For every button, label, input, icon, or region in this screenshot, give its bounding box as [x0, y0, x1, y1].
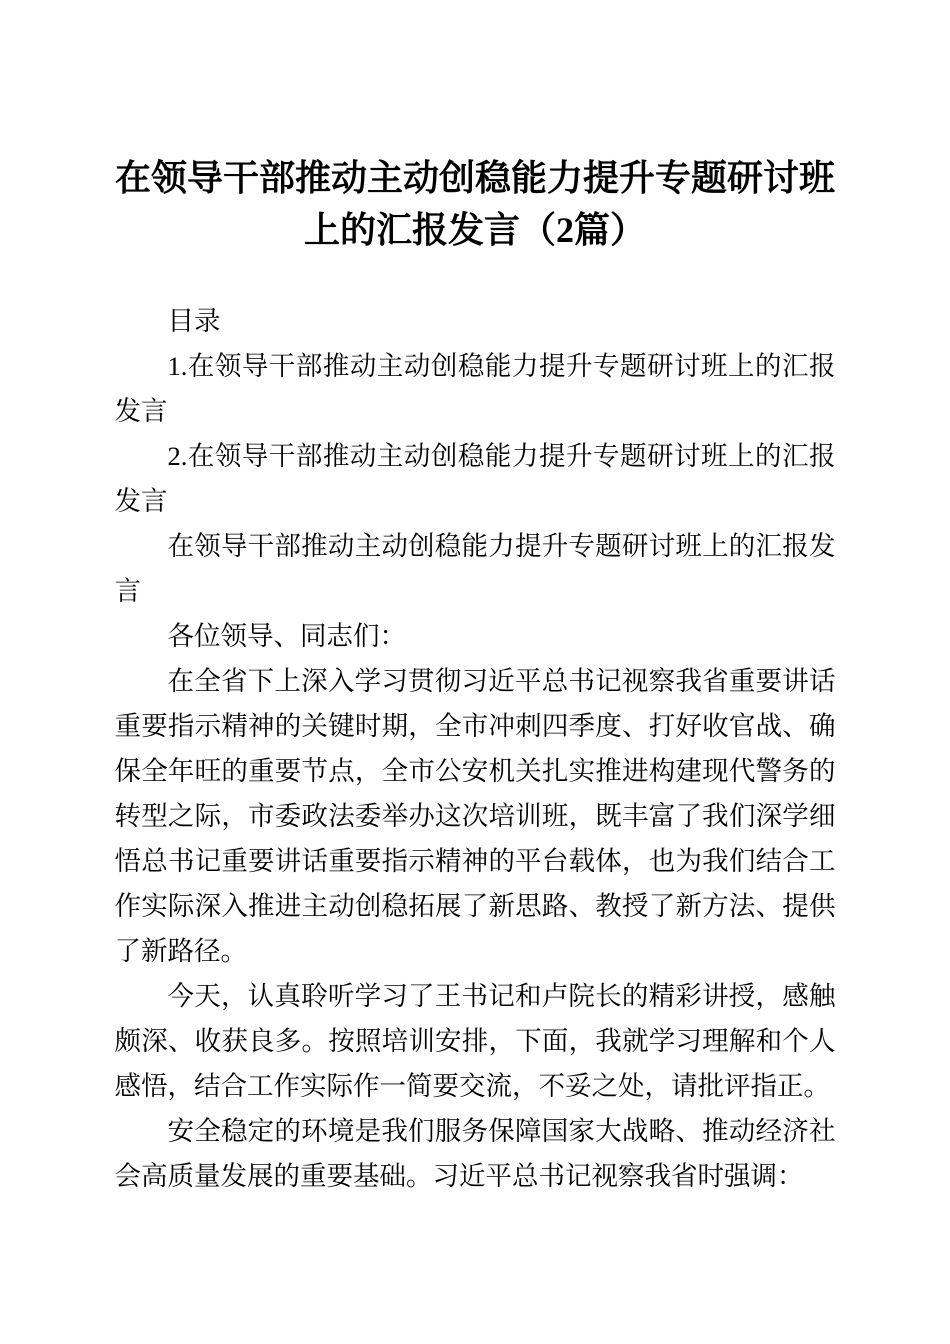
document-body [115, 299, 836, 1199]
document-content [115, 0, 836, 1199]
paragraph: 1.在领导干部推动主动创稳能力提升专题研讨班上的汇报发言 [114, 351, 836, 427]
paragraph: 在全省下上深入学习贯彻习近平总书记视察我省重要讲话重要指示精神的关键时期，全市冲刺四季度、打好收官战、确保全年旺的重要节点，全市公安机关扎实推进构建现代警务的转型之际，市委政法委举办这次培训班，既丰富了我们深学细悟总书记重要讲话重要指示精神的平台载体，也为我们结合工作实际深入推进主动创稳拓展了新思路、教授了新方法、提供了新路径。 [114, 666, 836, 967]
document-title [115, 152, 836, 256]
document-title-line2: 上的汇报发言（2篇） [303, 210, 646, 251]
paragraph: 2.在领导干部推动主动创稳能力提升专题研讨班上的汇报发言 [114, 441, 836, 517]
paragraph: 安全稳定的环境是我们服务保障国家大战略、推动经济社会高质量发展的重要基础。习近平总书记视察我省时强调： [114, 1116, 836, 1192]
paragraph: 今天，认真聆听学习了王书记和卢院长的精彩讲授，感触颇深、收获良多。按照培训安排，下面，我就学习理解和个人感悟，结合工作实际作一简要交流，不妥之处，请批评指正。 [114, 981, 836, 1102]
paragraph: 各位领导、同志们： [167, 621, 406, 652]
paragraph: 目录 [167, 306, 221, 337]
paragraph: 在领导干部推动主动创稳能力提升专题研讨班上的汇报发言 [114, 531, 836, 607]
document-title-line1: 在领导干部推动主动创稳能力提升专题研讨班 [114, 158, 835, 199]
